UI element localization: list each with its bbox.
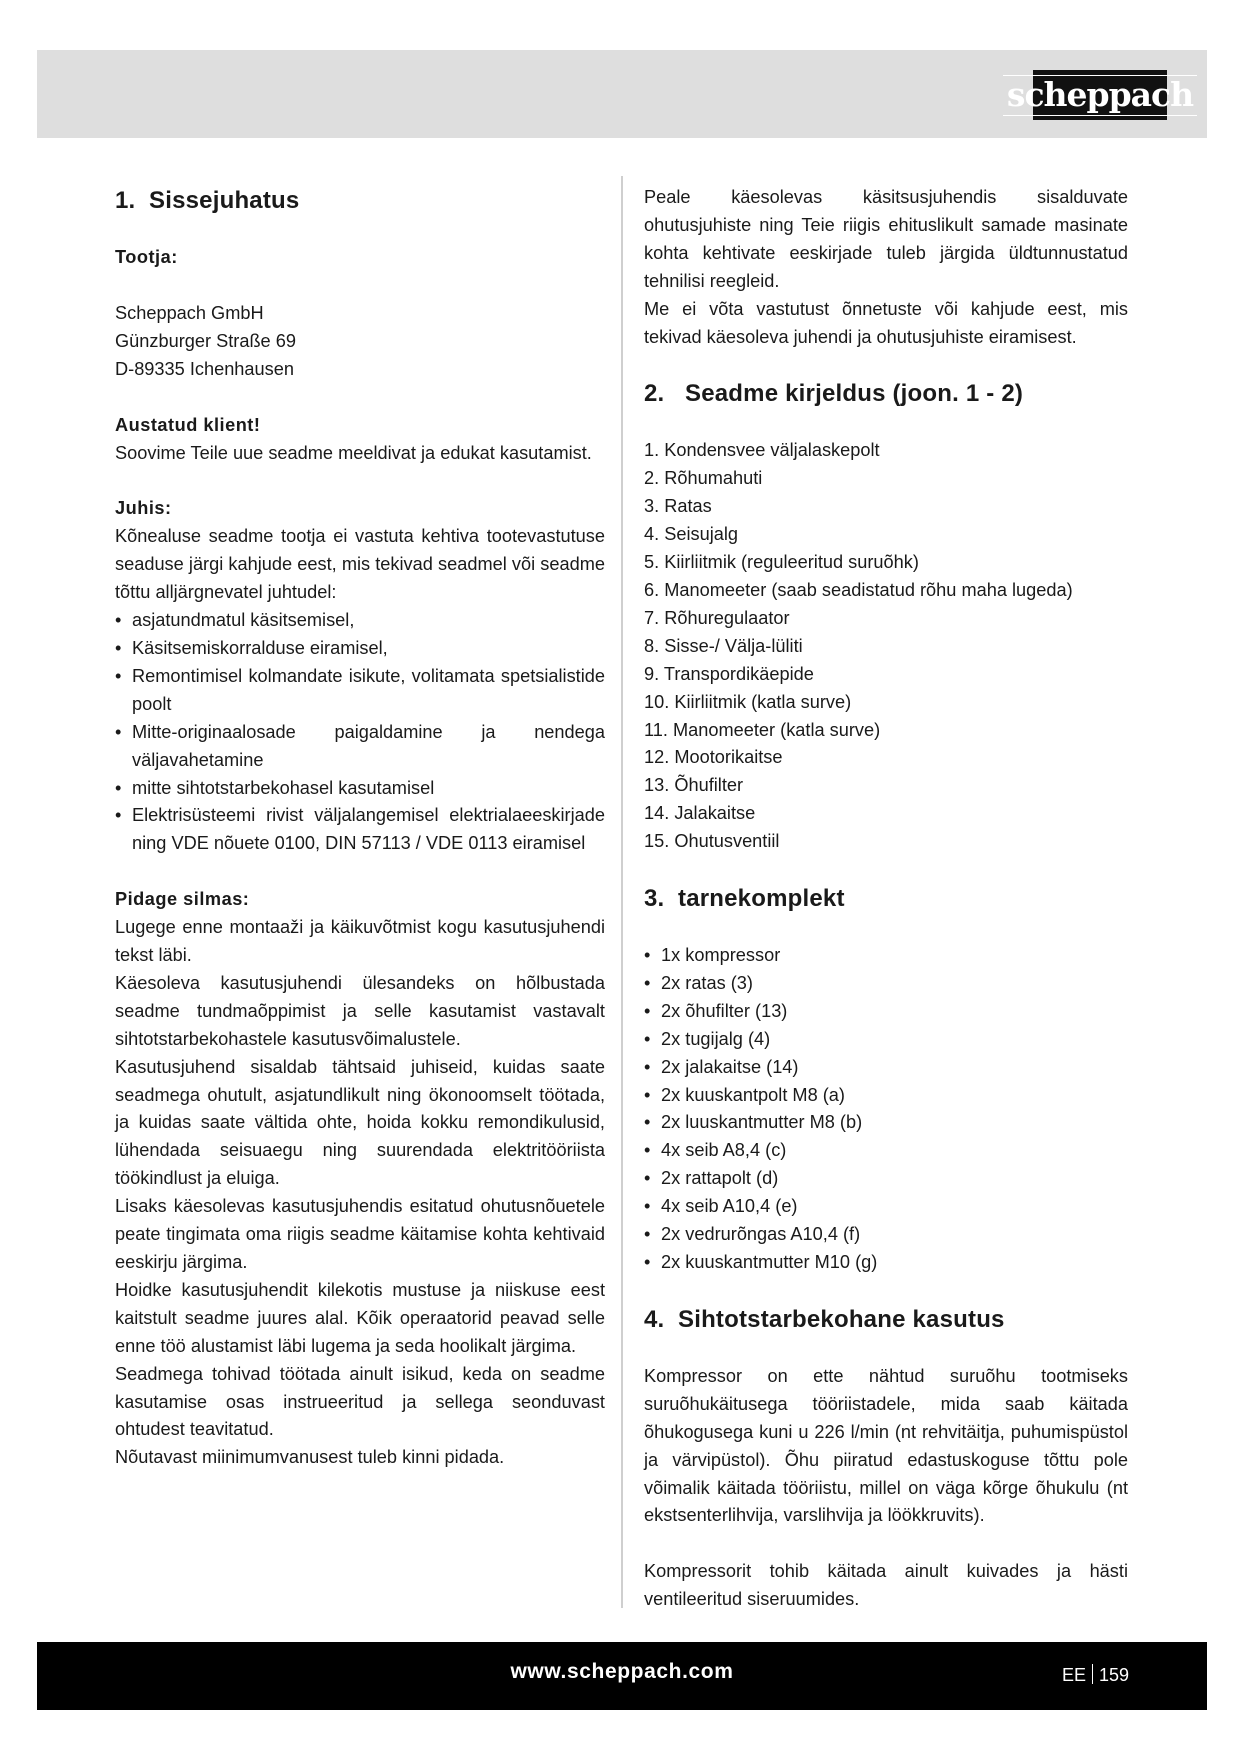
list-item: • 1x kompressor xyxy=(644,942,1128,970)
paragraph: Lisaks käesolevas kasutusjuhendis esitatud ohutusnõuetele peate tingimata oma riigis seadme käitamise kohta kehtivaid eeskirju järgima. xyxy=(115,1196,605,1272)
list-item: 12. Mootorikaitse xyxy=(644,747,783,768)
paragraph: Hoidke kasutusjuhendit kilekotis mustuse ja niiskuse eest kaitstult seadme juures alal. Kõik operaatorid peavad selle enne töö alustamist läbi lugema ja seda hoolikalt järgima. xyxy=(115,1279,605,1356)
paragraph: Kompressor on ette nähtud suruõhu tootmiseks suruõhukäitusega tööriistadele, mida saab käitada õhukogusega kuni u 226 l/min (nt rehvitäitja, puhumispüstol ja värvipüstol). Õhu piiratud edastuskoguse tõttu pole võimalik käitada tööriistu, millel on väga kõrge õhukulu (nt ekstsenterlihvija, varslihvija ja löökkruvits). xyxy=(644,1365,1128,1526)
list-item: 3. Ratas xyxy=(644,496,712,517)
footer-bar xyxy=(37,1642,1207,1710)
paragraph: Käesoleva kasutusjuhendi ülesandeks on hõlbustada seadme tundmaõppimist ja selle kasutamist vastavalt sihtotstarbekohastele kasutusvõimalustele. xyxy=(115,972,605,1049)
address-line: Günzburger Straße 69 xyxy=(115,330,296,351)
website-link[interactable]: www.scheppach.com xyxy=(510,1660,734,1683)
list-item: 10. Kiirliitmik (katla surve) xyxy=(644,691,852,712)
paragraph: Seadmega tohivad töötada ainult isikud, keda on seadme kasutamise osas instrueeritud ja sellega seonduvast ohtudest teavitatud. xyxy=(115,1363,605,1440)
paragraph: Peale käesolevas käsitsusjuhendis sisalduvate ohutusjuhiste ning Teie riigis ehituslikult samade masinate kohta kehtivate eeskirjade tuleb järgida üldtunnustatud tehnilisi reegleid. xyxy=(644,187,1128,291)
paragraph: Kompressorit tohib käitada ainult kuivades ja hästi ventileeritud siseruumides. xyxy=(644,1561,1128,1610)
note-heading: Juhis: xyxy=(115,498,172,519)
page-number: 159 xyxy=(1098,1665,1129,1685)
list-item: 14. Jalakaitse xyxy=(644,803,756,824)
list-item: • 2x ratas (3) xyxy=(644,970,1128,998)
dear-customer-text: Soovime Teile uue seadme meeldivat ja edukat kasutamist. xyxy=(115,442,592,463)
header-band xyxy=(37,50,1207,138)
list-item: 15. Ohutusventiil xyxy=(644,831,780,852)
list-item: 8. Sisse-/ Välja-lüliti xyxy=(644,635,803,656)
list-item: • 4x seib A10,4 (e) xyxy=(644,1193,1128,1221)
right-column xyxy=(644,184,1128,1614)
page-indicator xyxy=(1062,1664,1129,1686)
delivery-contents-list xyxy=(644,942,1128,1277)
list-item: • Käsitsemiskorralduse eiramisel, xyxy=(115,635,605,663)
list-item: • 2x kuuskantmutter M10 (g) xyxy=(644,1249,1128,1277)
paragraph: Nõutavast miinimumvanusest tuleb kinni pidada. xyxy=(115,1447,505,1468)
list-item: 6. Manomeeter (saab seadistatud rõhu maha lugeda) xyxy=(644,579,1073,600)
attention-heading: Pidage silmas: xyxy=(115,889,250,910)
paragraph: Kasutusjuhend sisaldab tähtsaid juhiseid, kuidas saate seadmega ohutult, asjatundlikult ning ökonoomselt töötada, ja kuidas saate vältida ohte, hoida kokku remondikulusid, lühendada seisuaegu ning suurendada elektritööriista töökindlust ja eluiga. xyxy=(115,1056,605,1189)
language-code: EE xyxy=(1061,1665,1086,1685)
list-item: 5. Kiirliitmik (reguleeritud suruõhk) xyxy=(644,552,919,573)
section-4-heading: 4. Sihtotstarbekohane kasutus xyxy=(644,1305,1005,1333)
list-item: • 2x rattapolt (d) xyxy=(644,1165,1128,1193)
list-item: • Remontimisel kolmandate isikute, volitamata spetsialistide poolt xyxy=(115,663,605,719)
device-parts-list xyxy=(644,437,1128,856)
address-line: Scheppach GmbH xyxy=(115,302,264,323)
list-item: 2. Rõhumahuti xyxy=(644,468,763,489)
list-item: • 2x jalakaitse (14) xyxy=(644,1054,1128,1082)
paragraph: Lugege enne montaaži ja käikuvõtmist kogu kasutusjuhendi tekst läbi. xyxy=(115,917,605,966)
left-column xyxy=(115,184,605,1472)
list-item: 4. Seisujalg xyxy=(644,524,739,545)
scheppach-logo xyxy=(1006,70,1194,120)
logo-text: scheppach xyxy=(1003,75,1197,116)
address-line: D-89335 Ichenhausen xyxy=(115,358,294,379)
list-item: • asjatundmatul käsitsemisel, xyxy=(115,607,605,635)
list-item: • Elektrisüsteemi rivist väljalangemisel elektrialaeeskirjade ning VDE nõuete 0100, DIN 57113 / VDE 0113 eiramisel xyxy=(115,802,605,858)
dear-customer-heading: Austatud klient! xyxy=(115,414,261,435)
list-item: • 4x seib A8,4 (c) xyxy=(644,1137,1128,1165)
list-item: • 2x kuuskantpolt M8 (a) xyxy=(644,1082,1128,1110)
section-2-heading: 2. Seadme kirjeldus (joon. 1 - 2) xyxy=(644,380,1024,408)
list-item: • Mitte-originaalosade paigaldamine ja nendega väljavahetamine xyxy=(115,719,605,775)
list-item: 13. Õhufilter xyxy=(644,775,744,796)
list-item: 11. Manomeeter (katla surve) xyxy=(644,719,881,740)
manufacturer-label: Tootja: xyxy=(115,247,178,267)
section-1-heading: 1. Sissejuhatus xyxy=(115,187,300,214)
section-3-heading: 3. tarnekomplekt xyxy=(644,885,845,913)
column-divider xyxy=(621,176,623,1608)
paragraph: Me ei võta vastutust õnnetuste või kahjude eest, mis tekivad käesoleva juhendi ja ohutusjuhiste eiramisest. xyxy=(644,298,1128,347)
list-item: 1. Kondensvee väljalaskepolt xyxy=(644,440,880,461)
list-item: • mitte sihtotstarbekohasel kasutamisel xyxy=(115,775,605,803)
list-item: • 2x vedrurõngas A10,4 (f) xyxy=(644,1221,1128,1249)
list-item: • 2x tugijalg (4) xyxy=(644,1026,1128,1054)
list-item: • 2x luuskantmutter M8 (b) xyxy=(644,1109,1128,1137)
liability-exclusions-list xyxy=(115,607,605,858)
list-item: 7. Rõhuregulaator xyxy=(644,607,790,628)
list-item: • 2x õhufilter (13) xyxy=(644,998,1128,1026)
note-text: Kõnealuse seadme tootja ei vastuta kehtiva tootevastutuse seaduse järgi kahjude eest, mis tekivad seadmel või seadme tõttu alljärgnevatel juhtudel: xyxy=(115,526,605,603)
list-item: 9. Transpordikäepide xyxy=(644,663,814,684)
